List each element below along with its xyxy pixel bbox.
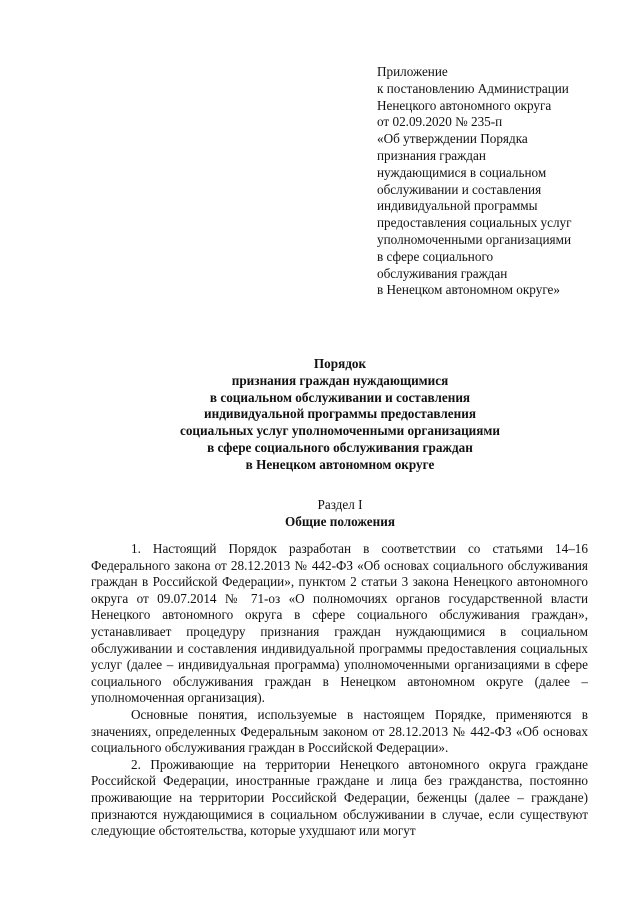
appendix-line: к постановлению Администрации [377,80,569,96]
appendix-line: обслуживании и составления [377,181,542,197]
paragraph: Основные понятия, используемые в настоящем Порядке, применяются в значениях, определенных Федеральным законом от 28.12.2013 № 442-ФЗ «Об основах социального обслуживания граждан в Российской Федерации». [91,706,588,756]
appendix-line: предоставления социальных услуг [377,215,572,231]
appendix-line: уполномоченными организациями [377,231,572,247]
document-title [90,356,590,474]
appendix-line: от 02.09.2020 № 235-п [377,114,503,130]
section-name: Общие положения [285,513,395,529]
paragraph: 1. Настоящий Порядок разработан в соответствии со статьями 14–16 Федерального закона от 28.12.2013 № 442-ФЗ «Об основах социального обслуживания граждан в Российской Федерации», пунктом 2 статьи 3 закона Ненецкого автономного округа от 09.07.2014 № 71-оз «О полномочиях органов государственной власти Ненецкого автономного округа в сфере социального обслуживания граждан», устанавливает процедуру признания граждан нуждающимися в социальном обслуживании и составления индивидуальной программы предоставления социальных услуг (далее – индивидуальная программа) уполномоченными организациями в сфере социального обслуживания граждан в Ненецком автономном округе (далее – уполномоченная организация). [91,541,588,706]
paragraph: 2. Проживающие на территории Ненецкого автономного округа граждане Российской Федерации, иностранные граждане и лица без гражданства, постоянно проживающие на территории Российской Федерации, беженцы (далее – граждане) признаются нуждающимися в социальном обслуживании в случае, если существуют следующие обстоятельства, которые ухудшают или могут [91,756,588,839]
section-number: Раздел I [317,497,363,512]
appendix-line: индивидуальной программы [377,198,538,214]
appendix-line: Ненецкого автономного округа [377,97,552,113]
title-line: Порядок [313,356,367,371]
title-line: в социальном обслуживании и составления [209,389,471,405]
title-line: индивидуальной программы предоставления [204,406,476,422]
title-line: социальных услуг уполномоченными организациями [179,423,500,439]
title-line: в сфере социального обслуживания граждан [207,439,473,455]
appendix-line: в сфере социального [377,248,494,264]
title-line: признания граждан нуждающимися [231,372,449,388]
appendix-line: Приложение [377,64,448,79]
body-text [91,541,588,840]
title-line: в Ненецком автономном округе [245,456,435,472]
appendix-line: нуждающимися в социальном [377,164,547,180]
appendix-line: «Об утверждении Порядка [377,131,528,147]
appendix-line: обслуживания граждан [377,265,508,281]
appendix-line: признания граждан [377,147,486,163]
appendix-block [377,64,617,299]
section-heading [90,497,590,531]
appendix-line: в Ненецком автономном округе» [377,282,561,298]
